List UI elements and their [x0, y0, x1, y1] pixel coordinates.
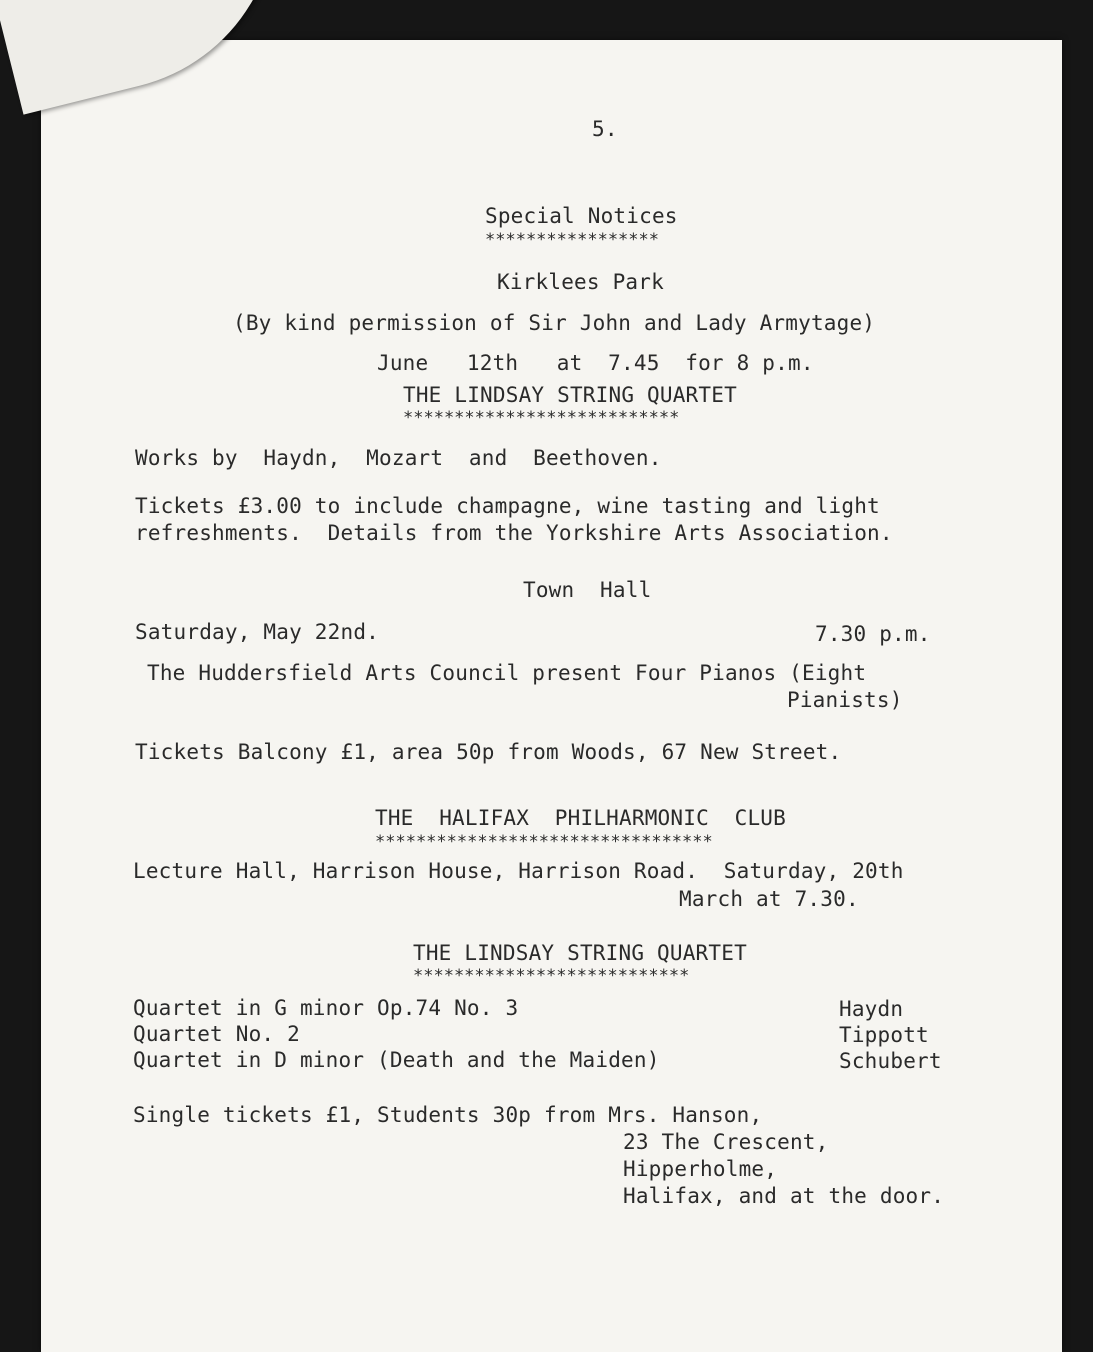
town-hall-time: 7.30 p.m. — [815, 622, 931, 646]
halifax-tickets-line1: Single tickets £1, Students 30p from Mrs. Hanson, — [133, 1103, 763, 1127]
programme-composer: Tippott — [839, 1023, 929, 1047]
programme-composer: Haydn — [839, 997, 904, 1021]
town-hall-tickets: Tickets Balcony £1, area 50p from Woods, 67 New Street. — [135, 740, 842, 764]
programme-composer: Schubert — [839, 1049, 942, 1073]
halifax-venue-line2: March at 7.30. — [679, 887, 859, 911]
kirklees-tickets-line1: Tickets £3.00 to include champagne, wine tasting and light — [135, 494, 880, 518]
halifax-club: THE HALIFAX PHILHARMONIC CLUB — [375, 806, 786, 830]
kirklees-performer: THE LINDSAY STRING QUARTET — [403, 383, 737, 407]
kirklees-date-time: June 12th at 7.45 for 8 p.m. — [377, 351, 814, 375]
programme-work: Quartet in D minor (Death and the Maiden) — [133, 1048, 660, 1072]
special-notices-heading: Special Notices — [485, 204, 678, 228]
document-page — [41, 40, 1062, 1352]
programme-work: Quartet in G minor Op.74 No. 3 — [133, 996, 519, 1020]
town-hall-date: Saturday, May 22nd. — [135, 620, 380, 644]
halifax-address-line2: Hipperholme, — [623, 1157, 778, 1181]
kirklees-works: Works by Haydn, Mozart and Beethoven. — [135, 446, 662, 470]
special-notices-underline: ***************** — [485, 230, 659, 250]
halifax-club-underline: ********************************* — [375, 832, 713, 852]
programme-work: Quartet No. 2 — [133, 1022, 300, 1046]
kirklees-performer-underline: *************************** — [403, 408, 680, 428]
kirklees-venue: Kirklees Park — [497, 270, 664, 294]
halifax-address-line3: Halifax, and at the door. — [623, 1184, 945, 1208]
kirklees-permission: (By kind permission of Sir John and Lady Armytage) — [233, 311, 876, 335]
halifax-performer-underline: *************************** — [413, 966, 690, 986]
halifax-venue-line1: Lecture Hall, Harrison House, Harrison Road. Saturday, 20th — [133, 859, 904, 883]
town-hall-event-line1: The Huddersfield Arts Council present Four Pianos (Eight — [147, 661, 867, 685]
page-number: 5. — [592, 117, 618, 141]
town-hall-venue: Town Hall — [523, 578, 652, 602]
halifax-address-line1: 23 The Crescent, — [623, 1130, 829, 1154]
kirklees-tickets-line2: refreshments. Details from the Yorkshire Arts Association. — [135, 521, 893, 545]
halifax-performer: THE LINDSAY STRING QUARTET — [413, 941, 747, 965]
town-hall-event-line2: Pianists) — [787, 688, 903, 712]
